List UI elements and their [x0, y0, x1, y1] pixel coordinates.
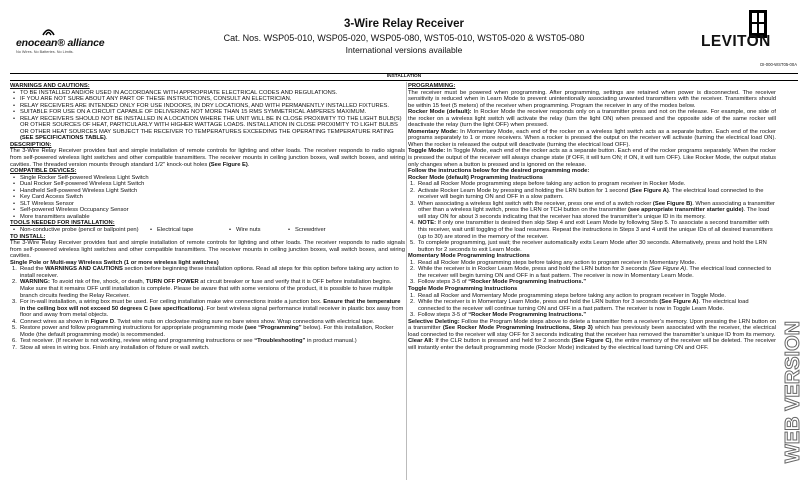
- install-step: 6. Test receiver. (If receiver is not working, review wiring and programming instructions or see “Troubleshooting” in product manual.): [12, 338, 357, 345]
- compatible-device-item: • SLT Wireless Sensor: [10, 201, 405, 208]
- toggle-step: 1. Read all Rocker and Momentary Mode programming steps before taking any action to program receiver in Toggle Mode.: [410, 292, 726, 299]
- right-column: [408, 83, 776, 351]
- leviton-logo: LEVITON: [701, 33, 771, 50]
- install-steps: [10, 266, 405, 351]
- warnings-list: [10, 90, 405, 142]
- warning-item: • RELAY RECEIVERS SHOULD NOT BE INSTALLED IN A LOCATION WHERE THE UNIT WILL BE IN CLOSE PROXIMITY TO THE LIGHT BULB(S) OR OTHER SOURCES OF HEAT, PARTICULARLY WITH HIGHER WATTAGE LOADS. INSTALLATION IN CLOSE PROXIMITY TO LIGHT BULBS OR OTHER HEAT SOURCES MAY SUBJECT THE RECEIVER TO TEMPERATURES EXCEEDING THE OPERATING TEMPERATURE RATING (SEE SPECIFICATIONS TABLE).: [10, 116, 405, 142]
- document-number: DI-000-WST05-00A: [760, 62, 797, 67]
- toggle-step: 3. Follow steps 3-5 of “Rocker Mode Programming Instructions.”: [410, 312, 587, 319]
- compatible-devices-list: [10, 175, 405, 221]
- rocker-step: 5. To complete programming, just wait; the receiver automatically exits Learn Mode after 30 seconds. Alternatively, press and hold the LRN button for 2 seconds to exit Learn Mode.: [410, 240, 767, 253]
- toggle-programming-heading: Toggle Mode Programming Instructions: [408, 285, 518, 292]
- tool-item: • Screwdriver: [285, 227, 345, 234]
- momentary-mode-text: Momentary Mode: In Momentary Mode, each end of the rocker on a wireless light switch acts as a separate button. Each end of the rocker programs separately to 1 or more receivers. When a rocker is pressed the output on the receiver will activate (turning the electrical load ON). When the rocker is released the output will deactivate (turning the electrical load OFF).: [408, 128, 776, 148]
- momentary-programming-heading: Momentary Mode Programming Instructions: [408, 253, 530, 260]
- momentary-step: 2. While the receiver is in Rocker Learn Mode, press and hold the LRN button for 3 seconds (See Figure A). The electrical load connected to the receiver will begin turning ON and OFF in a fast pattern. The receiver is now in Momentary Learn Mode.: [410, 266, 772, 279]
- install-step: 7. Stow all wires in wiring box. Finish any installation of fixture or wall switch.: [12, 344, 210, 351]
- compatible-device-item: • Handheld Self-powered Wireless Light Switch: [10, 188, 405, 195]
- install-step: 1. Read the WARNINGS AND CAUTIONS section before beginning these installation options. Read all steps for this option before taking any action to install receiver.: [12, 266, 399, 279]
- compatible-device-item: • Single Rocker Self-powered Wireless Light Switch: [10, 175, 405, 182]
- programming-text: The receiver must be powered when programming. After programming, settings are retained when power is disconnected. The receiver sensitivity is reduced when in Learn Mode to prevent unintentionally associating unwanted transmitters with the receiver. Transmitters should be within 15 feet (5 meters) of the receiver when programming. Program the receiver in any of the modes below.: [408, 89, 776, 109]
- compatible-device-item: • More transmitters available: [10, 214, 405, 221]
- programming-heading: PROGRAMMING:: [408, 83, 456, 89]
- momentary-programming-steps: [408, 260, 776, 286]
- warning-item: • SUITABLE FOR USE ON A CIRCUIT CAPABLE OF DELIVERING NOT MORE THAN 15 RMS SYMMETRICAL AMPERES MAXIMUM.: [10, 109, 405, 116]
- section-band-installation: INSTALLATION: [386, 74, 422, 79]
- compatible-devices-heading: COMPATIBLE DEVICES:: [10, 168, 77, 175]
- enocean-arc-icon: [42, 27, 55, 36]
- install-step: 5. Restore power and follow programming instructions for appropriate programming mode (see “Programming” below). For this installation, Rocker Mode (the default programming mode) is recommended.: [12, 325, 394, 338]
- single-pole-heading: Single Pole or Multi-way Wireless Switch (1 or more wireless light switches): [10, 259, 219, 266]
- momentary-step: 1. Read all Rocker Mode programming steps before taking any action to program receiver in Momentary Mode.: [410, 259, 697, 266]
- install-heading: TO INSTALL:: [10, 233, 46, 240]
- document-title: 3-Wire Relay Receiver: [343, 18, 465, 30]
- left-column: [10, 83, 405, 351]
- rocker-step: 2. Activate Rocker Learn Mode by pressing and holding the LRN button for 1 second (See Figure A). The electrical load connected to the receiver will begin turning ON and OFF in a slow pattern.: [410, 187, 764, 201]
- install-step: 2. WARNING: To avoid risk of fire, shock, or death, TURN OFF POWER at circuit breaker or fuse and verify that it is OFF before installation begins. Make sure that it remains OFF until installation is complete. Please be aware that with some versions of the product, it is possible to have multiple branch circuits feeding the Relay Receiver.: [12, 279, 394, 299]
- tool-item: • Electrical tape: [147, 227, 226, 234]
- description-text: The 3-Wire Relay Receiver provides fast and simple installation of remote controls for lighting and other loads. The receiver responds to radio signals from self-powered wireless light switches and other compatible transmitters. The receiver mounts in ceiling junction boxes, wall switch boxes, and wiring cavities. The threaded version mounts through standard 1/2" knock-out holes (See Figure E).: [10, 148, 405, 168]
- column-divider: [406, 82, 407, 480]
- web-version-label: [779, 304, 807, 480]
- compatible-device-item: • Dual Rocker Self-powered Wireless Light Switch: [10, 181, 405, 188]
- install-step: 4. Connect wires as shown in Figure D. Twist wire nuts on clockwise making sure no bare wires show. Wrap connections with electrical tape.: [12, 318, 375, 325]
- rocker-programming-heading: Rocker Mode (default) Programming Instructions: [408, 174, 543, 181]
- follow-instructions-heading: Follow the instructions below for the desired programming mode:: [408, 168, 590, 175]
- warning-item: • IF YOU ARE NOT SURE ABOUT ANY PART OF THESE INSTRUCTIONS, CONSULT AN ELECTRICIAN.: [10, 96, 405, 103]
- compatible-device-item: • Key Card Access Switch: [10, 194, 405, 201]
- web-version-text: WEB VERSION: [782, 320, 804, 464]
- rocker-step: 4. NOTE: If only one transmitter is desired then skip Step 4 and exit Learn Mode by following Step 5. To associate a second transmitter with this receiver, wait until toggling of the load resumes. Repeat the instructions in Steps 3 and 4 until the unique IDs of all desired transmitters (up to 30) are stored in the memory of the receiver.: [410, 220, 773, 240]
- compatible-device-item: • Self-powered Wireless Occupancy Sensor: [10, 207, 405, 214]
- warning-item: • TO BE INSTALLED AND/OR USED IN ACCORDANCE WITH APPROPRIATE ELECTRICAL CODES AND REGULATIONS.: [10, 90, 405, 97]
- toggle-mode-text: Toggle Mode: In Toggle Mode, each end of the rocker acts as a separate button. Each end of the rocker programs separately. When the rocker is pressed the output of the receiver will always change state (if OFF, it will turn ON; if ON, it will turn OFF). Like Rocker Mode, the output status only changes when a button is pressed and is ignored on the release.: [408, 148, 776, 168]
- tool-item: • Wire nuts: [226, 227, 285, 234]
- description-heading: DESCRIPTION:: [10, 141, 52, 148]
- rocker-step: 1. Read all Rocker Mode programming steps before taking any action to program receiver in Rocker Mode.: [410, 181, 686, 188]
- tools-heading: TOOLS NEEDED FOR INSTALLATION:: [10, 220, 115, 227]
- warnings-heading: WARNINGS AND CAUTIONS:: [10, 83, 90, 89]
- tool-item: • Non-conductive probe (pencil or ballpoint pen): [10, 227, 147, 234]
- toggle-programming-steps: [408, 293, 776, 319]
- warning-item: • RELAY RECEIVERS ARE INTENDED ONLY FOR USE INDOORS, IN DRY LOCATIONS, AND WITH PERMANENTLY INSTALLED FIXTURES.: [10, 103, 405, 110]
- enocean-brand-name: enocean® alliance: [16, 37, 105, 49]
- toggle-step: 2. While the receiver is in Momentary Learn Mode, press and hold the LRN button for 3 seconds (See Figure A). The electrical load connected to the receiver will continue turning ON and OFF in a fast pattern. The receiver is now in Toggle Learn Mode.: [410, 299, 749, 312]
- momentary-step: 3. Follow steps 3-5 of “Rocker Mode Programming Instructions.”: [410, 279, 587, 286]
- selective-deleting-text: Selective Deleting: Follow the Program Mode steps above to delete a transmitter from a receiver’s memory. Upon pressing the LRN button on a transmitter (See Rocker Mode Programming Instructions, Step 3) which has previously been associated with the receiver, the electrical load connected to the receiver will stay OFF for 3 seconds indicating that the receiver has removed the transmitter’s unique ID from its memory.: [408, 318, 777, 338]
- rocker-step: 3. When associating a wireless light switch with the receiver, press one end of a switch rocker (See Figure B). When associating a transmitter other than a wireless light switch, press the LRN or TCH button on the transmitter (see appropriate transmitter starter guide). The load will stay ON for about 3 seconds indicating that the receiver has stored the transmitter’s unique ID in its memory.: [410, 200, 775, 220]
- install-step: 3. For in-wall installation, a wiring box must be used. For ceiling installation make wire connections inside a junction box. Ensure that the temperature in the ceiling box will not exceed 50 degrees C (see specifications). For best wireless signal performance install receiver in plastic box away from floor and away from metal objects.: [12, 299, 404, 319]
- catalog-numbers: Cat. Nos. WSP05-010, WSP05-020, WSP05-080, WST05-010, WST05-020 & WST05-080: [223, 33, 585, 43]
- rocker-mode-text: Rocker Mode (default): In Rocker Mode the receiver responds only on a transmitter press and not on the release. For example, one side of the rocker on a wireless light switch will activate the relay (turn the light ON) when pressed and the opposite side of the same rocker will deactivate the relay (turn the light OFF) when pressed.: [408, 109, 776, 129]
- clear-all-text: Clear All: If the CLR button is pressed and held for 2 seconds (See Figure C), the entire memory of the receiver will be deleted. The receiver will instantly enter the default programming mode (Rocker Mode) indicated by the electrical load turning ON and OFF.: [408, 338, 777, 351]
- international-note: International versions available: [345, 45, 463, 55]
- enocean-tagline: No Wires. No Batteries. No Limits.: [16, 50, 74, 54]
- bottom-rule: [10, 80, 798, 81]
- install-intro: The 3-Wire Relay Receiver provides fast and simple installation of remote controls for lighting and other loads. The receiver responds to radio signals from self-powered wireless light switches and other compatible transmitters. The receiver mounts in ceiling junction boxes, wall switch boxes, and wiring cavities.: [10, 240, 405, 260]
- rocker-programming-steps: [408, 181, 776, 253]
